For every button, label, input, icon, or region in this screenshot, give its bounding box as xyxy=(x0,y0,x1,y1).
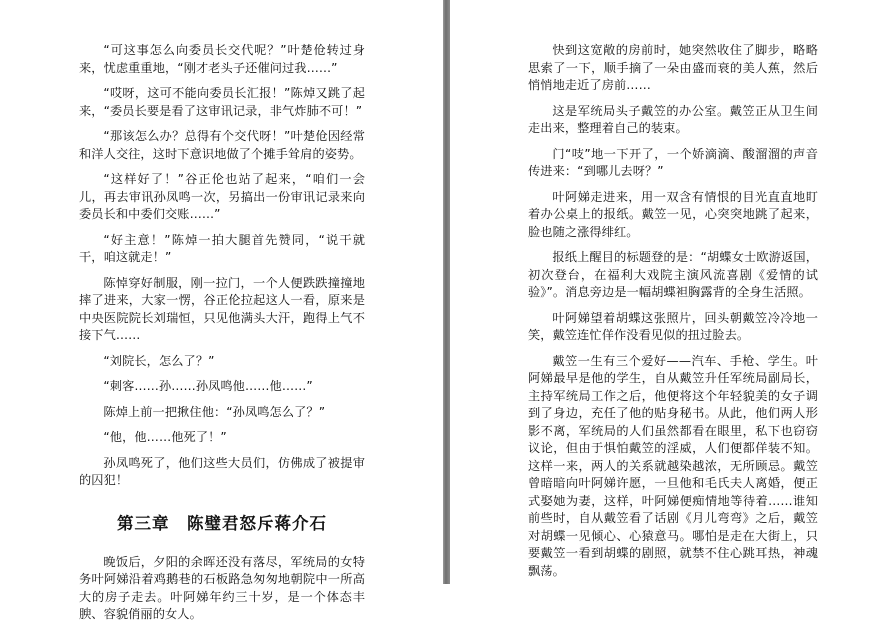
page-gutter-divider xyxy=(443,0,450,584)
paragraph: 叶阿娣走进来，用一双含有情恨的目光直直地盯着办公桌上的报纸。戴笠一见，心突突地跳了起来，脸也随之涨得绯红。 xyxy=(528,189,818,239)
paragraph: 孙凤鸣死了，他们这些大员们，仿佛成了被提审的囚犯！ xyxy=(79,455,365,487)
right-page-text xyxy=(528,42,818,580)
paragraph: “那该怎么办？总得有个交代呀！”叶楚伧因经常和洋人交往，这时下意识地做了个摊手耸肩的姿势。 xyxy=(79,129,365,161)
paragraph: 陈悼穿好制服，刚一拉门，一个人便跌跌撞撞地摔了进来，大家一愣，谷正伦拉起这人一看，原来是中央医院院长刘瑞恒，只见他满头大汗，跑得上气不接下气…… xyxy=(79,275,365,342)
paragraph: 晚饭后，夕阳的余晖还没有落尽，军统局的女特务叶阿娣沿着鸡鹅巷的石板路急匆匆地朝院中一所高大的房子走去。叶阿娣年约三十岁，是一个体态丰腴、容貌俏丽的女人。 xyxy=(79,554,365,621)
left-page-text xyxy=(79,42,365,624)
paragraph: 叶阿娣望着胡蝶这张照片，回头朝戴笠冷冷地一笑，戴笠连忙佯作没看见似的扭过脸去。 xyxy=(528,310,818,342)
paragraph: “可这事怎么向委员长交代呢？”叶楚伧转过身来，忧虑重重地，“刚才老头子还催问过我……” xyxy=(79,43,365,75)
paragraph: “哎呀，这可不能向委员长汇报！”陈焯又跳了起来，“委员长要是看了这审讯记录，非气炸肺不可！” xyxy=(79,86,365,118)
left-page xyxy=(0,0,443,621)
paragraph: “这样好了！”谷正伦也站了起来，“咱们一会儿，再去审讯孙凤鸣一次，另搞出一份审讯记录来向委员长和中委们交账……” xyxy=(79,172,365,221)
chapter-title: 第三章 陈璧君怒斥蒋介石 xyxy=(117,513,327,533)
paragraph: 戴笠一生有三个爱好——汽车、手枪、学生。叶阿娣最早是他的学生，自从戴笠升任军统局副局长，主持军统局工作之后，他便将这个年轻貌美的女子调到了身边，充任了他的贴身秘书。从此，他们两人形影不离，军统局的人们虽然都看在眼里，私下也窃窃议论，但由于惧怕戴笠的淫威，人们便都佯装不知。这样一来，两人的关系就越染越浓，无所顾忌。戴笠曾暗暗向叶阿娣许愿，一旦他和毛氏夫人离婚，便正式娶她为妻，这样，叶阿娣便痴情地等待着……谁知前些时，自从戴笠看了话剧《月儿弯弯》之后，戴笠对胡蝶一见倾心、心猿意马。哪怕是走在大街上，只要戴笠一看到胡蝶的剧照，就禁不住心跳耳热，神魂飘荡。 xyxy=(528,353,818,578)
paragraph: “他，他……他死了！” xyxy=(103,430,227,444)
paragraph: 快到这宽敞的房前时，她突然收住了脚步，略略思索了一下，顺手摘了一朵由盛而衰的美人蕉，然后悄悄地走近了房前…… xyxy=(528,43,818,92)
paragraph: 门“吱”地一下开了，一个娇滴滴、酸溜溜的声音传进来：“到哪儿去呀？” xyxy=(528,146,818,178)
paragraph: “刺客……孙……孙凤鸣他……他……” xyxy=(103,379,313,393)
paragraph: “刘院长，怎么了？” xyxy=(103,353,215,368)
right-page xyxy=(450,0,893,584)
paragraph: 陈焯上前一把揪住他：“孙凤鸣怎么了？” xyxy=(103,404,326,419)
paragraph: “好主意！”陈焯一拍大腿首先赞同，“说干就干，咱这就走！” xyxy=(79,232,365,264)
paragraph: 报纸上醒目的标题登的是：“胡蝶女士欧游返国，初次登台，在福利大戏院主演风流喜剧《爱情的试验》”。消息旁边是一幅胡蝶袒胸露背的全身生活照。 xyxy=(528,250,818,299)
paragraph: 这是军统局头子戴笠的办公室。戴笠正从卫生间走出来，整理着自己的装束。 xyxy=(528,103,818,135)
